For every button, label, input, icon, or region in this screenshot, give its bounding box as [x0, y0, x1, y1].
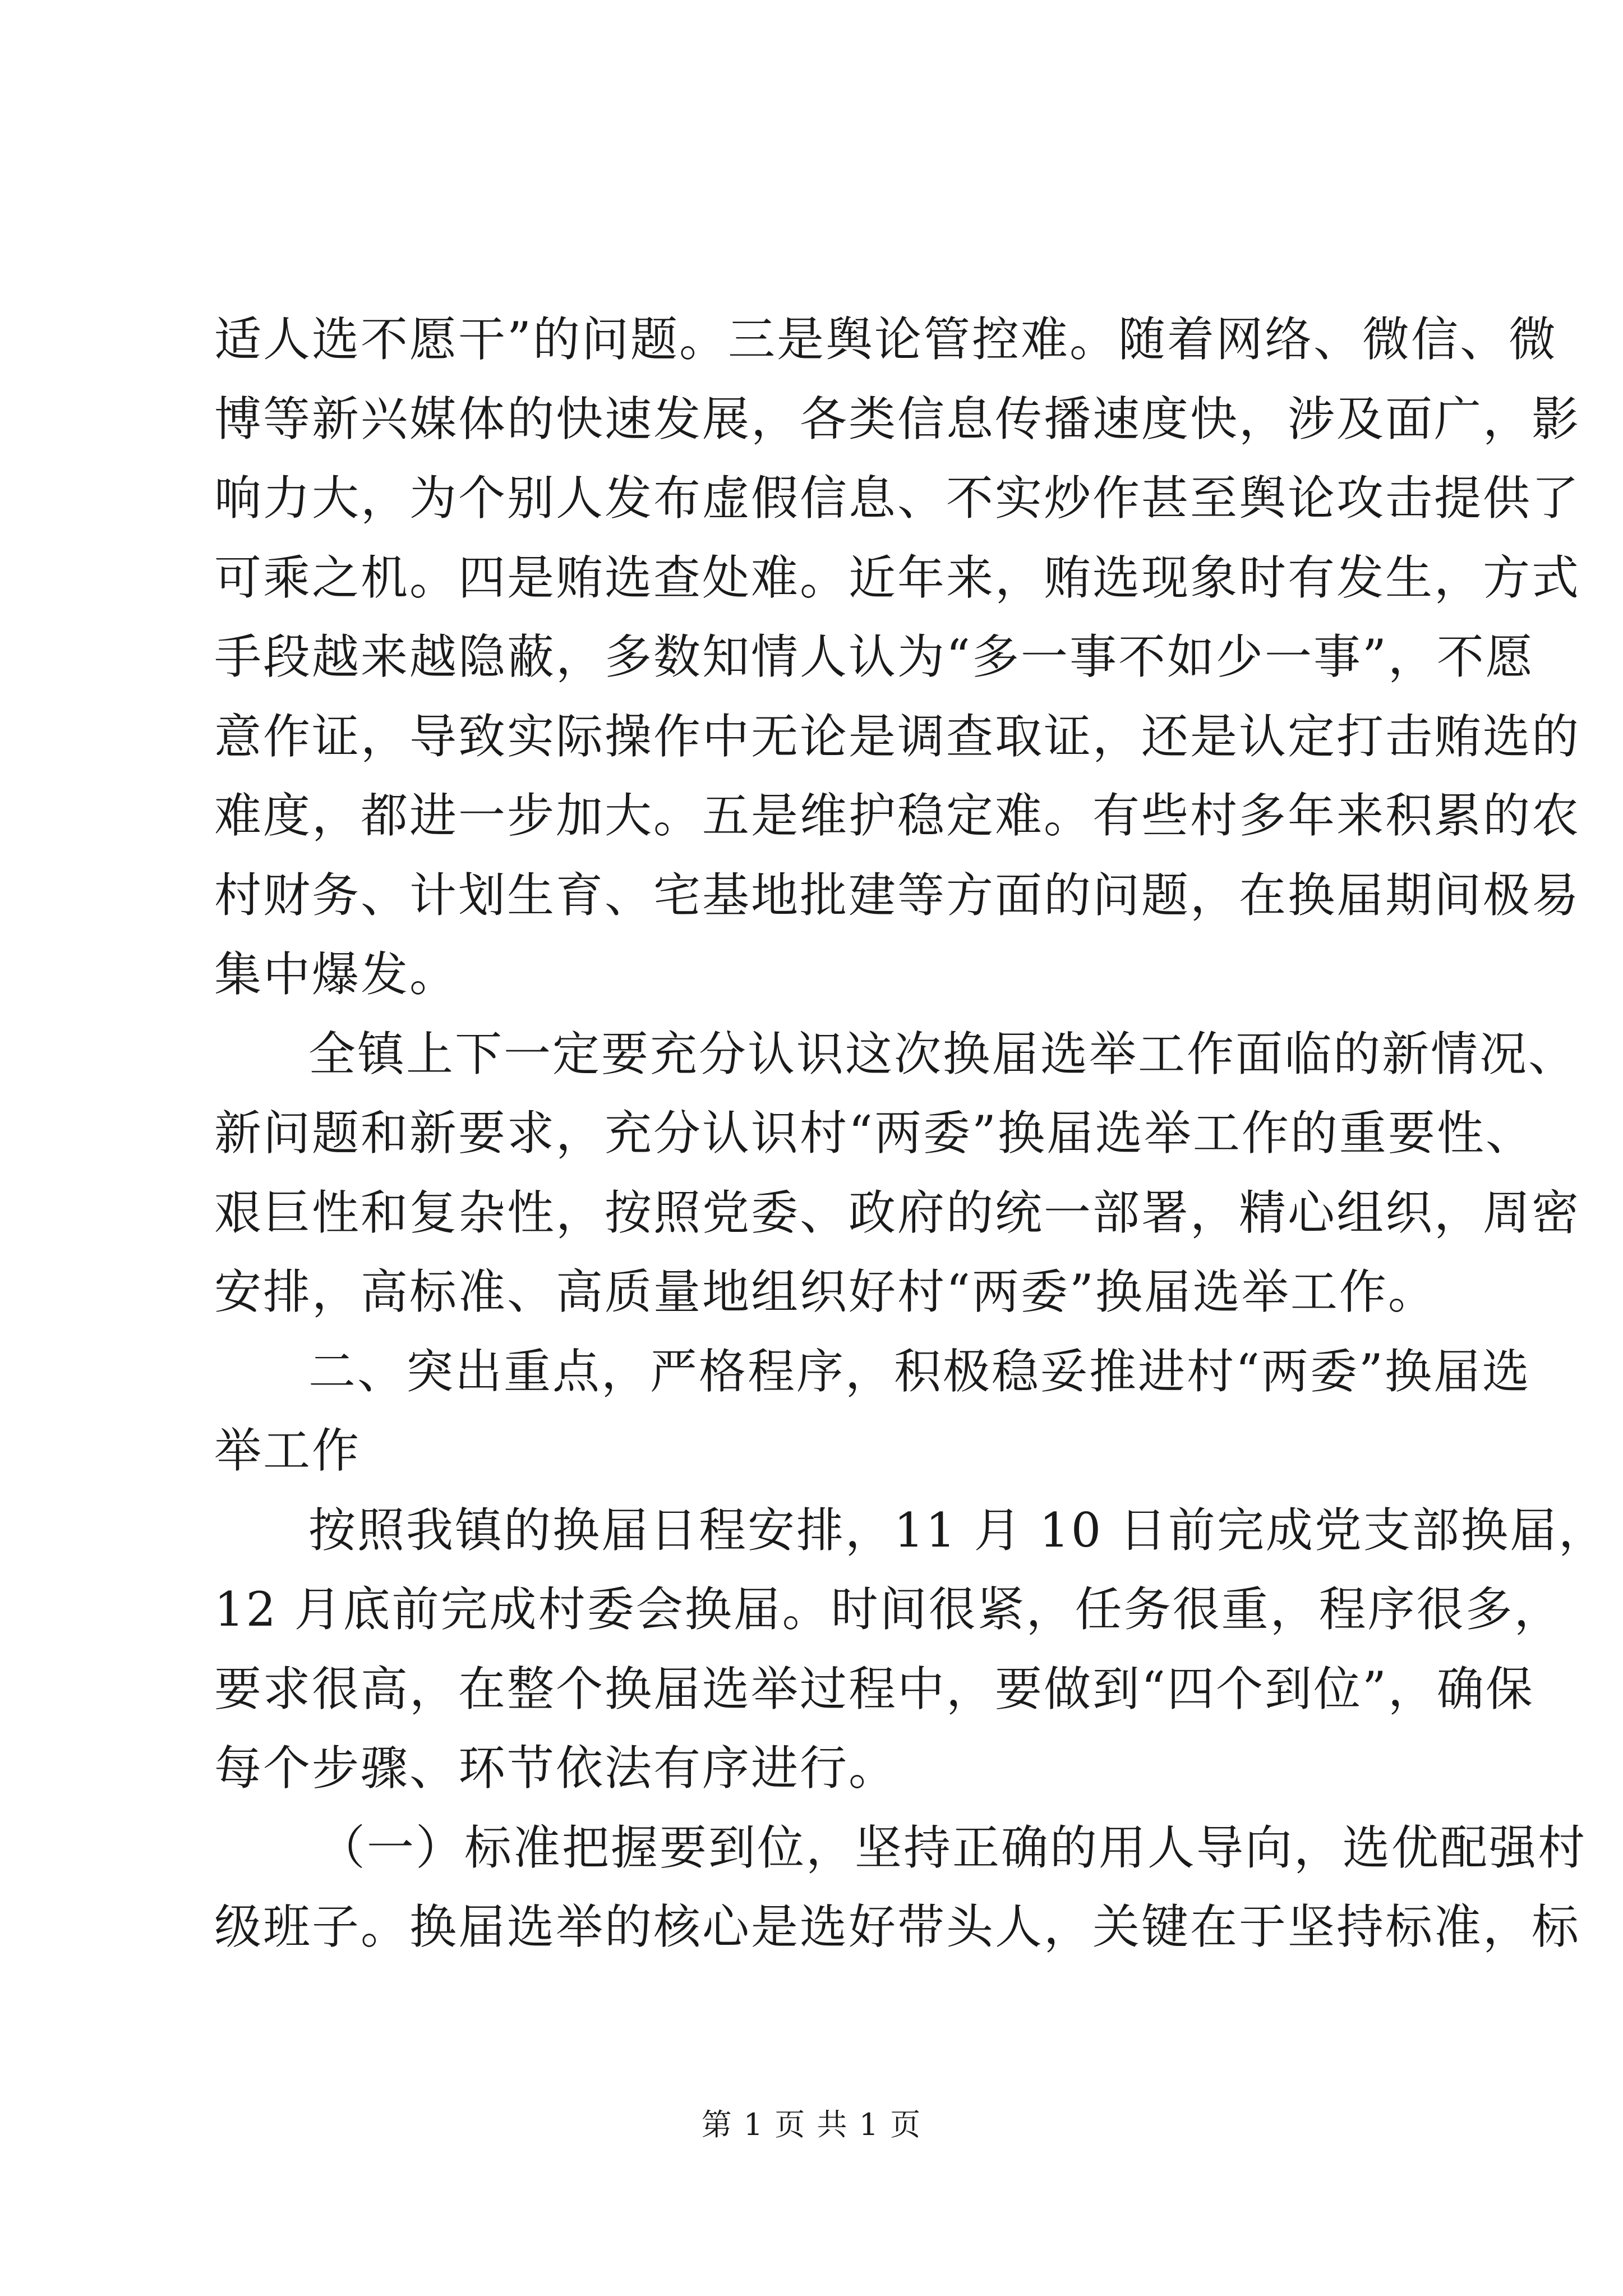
text-line: 艰巨性和复杂性，按照党委、政府的统一部署，精心组织，周密 — [214, 1185, 1581, 1240]
text-line: 村财务、计划生育、宅基地批建等方面的问题，在换届期间极易 — [214, 867, 1581, 923]
subsection-heading-line: （一）标准把握要到位，坚持正确的用人导向，选优配强村 — [318, 1820, 1587, 1875]
text-line: 意作证，导致实际操作中无论是调查取证，还是认定打击贿选的 — [214, 708, 1581, 764]
document-body — [214, 300, 1607, 1967]
text-line: 12 月底前完成村委会换届。时间很紧，任务很重，程序很多， — [214, 1582, 1563, 1637]
paragraph-start-line: 按照我镇的换届日程安排，11 月 10 日前完成党支部换届， — [308, 1502, 1607, 1558]
text-line: 响力大，为个别人发布虚假信息、不实炒作甚至舆论攻击提供了 — [214, 471, 1581, 526]
text-line: 每个步骤、环节依法有序进行。 — [214, 1741, 898, 1796]
text-line: 新问题和新要求，充分认识村“两委”换届选举工作的重要性、 — [214, 1106, 1534, 1161]
section-heading-line: 举工作 — [214, 1423, 361, 1478]
text-line: 级班子。换届选举的核心是选好带头人，关键在于坚持标准，标 — [214, 1899, 1581, 1954]
text-line: 可乘之机。四是贿选查处难。近年来，贿选现象时有发生，方式 — [214, 550, 1581, 605]
text-line: 适人选不愿干”的问题。三是舆论管控难。随着网络、微信、微 — [214, 312, 1557, 367]
text-line: 博等新兴媒体的快速发展，各类信息传播速度快，涉及面广，影 — [214, 391, 1581, 447]
text-line: 集中爆发。 — [214, 947, 459, 1002]
section-heading-line: 二、突出重点，严格程序，积极稳妥推进村“两委”换届选 — [308, 1343, 1531, 1399]
paragraph-start-line: 全镇上下一定要充分认识这次换届选举工作面临的新情况、 — [308, 1026, 1578, 1082]
text-line: 要求很高，在整个换届选举过程中，要做到“四个到位”，确保 — [214, 1661, 1534, 1717]
text-line: 安排，高标准、高质量地组织好村“两委”换届选举工作。 — [214, 1264, 1437, 1319]
text-line: 难度，都进一步加大。五是维护稳定难。有些村多年来积累的农 — [214, 788, 1581, 843]
page-footer: 第 1 页 共 1 页 — [701, 2107, 922, 2142]
text-line: 手段越来越隐蔽，多数知情人认为“多一事不如少一事”，不愿 — [214, 629, 1534, 684]
